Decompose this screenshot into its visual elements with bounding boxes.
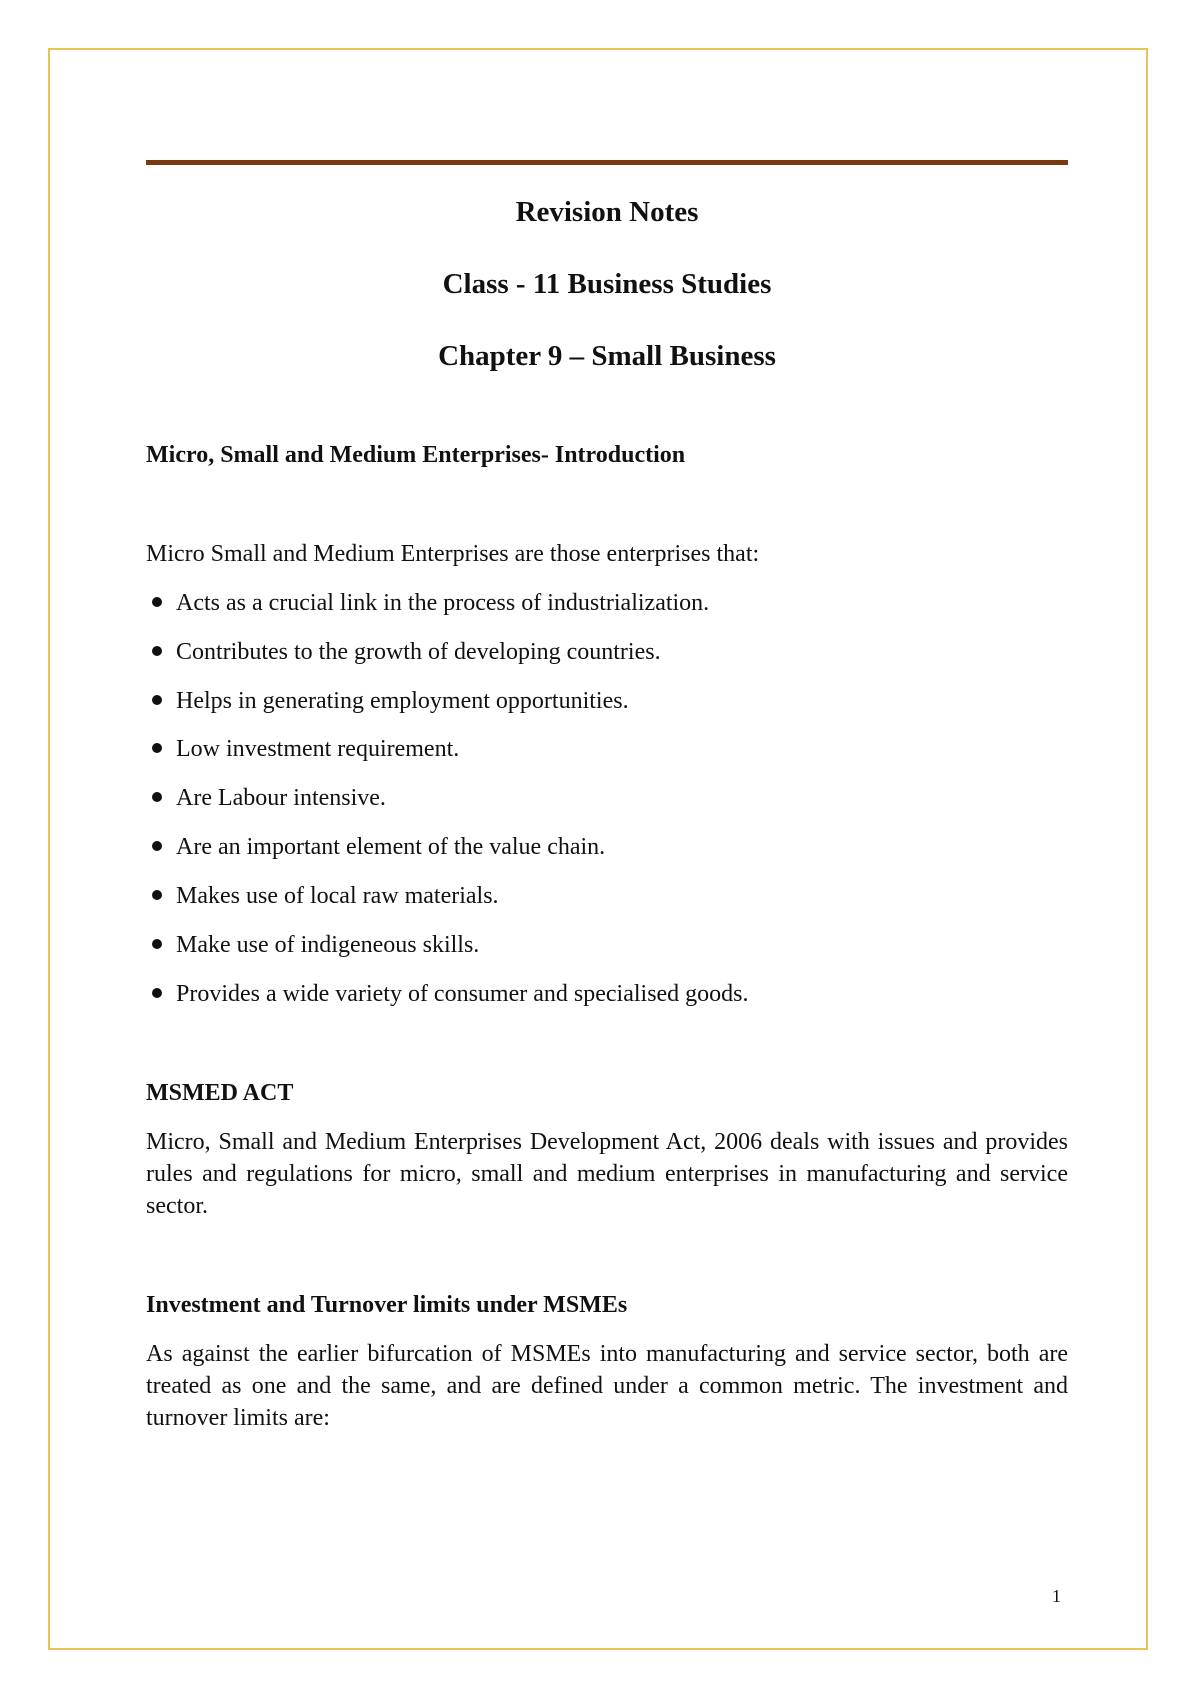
chapter-title: Chapter 9 – Small Business: [438, 340, 776, 372]
list-item: Acts as a crucial link in the process of industrialization.: [146, 590, 709, 617]
document-title: Revision Notes: [515, 196, 699, 228]
page-number: 1: [1052, 1586, 1061, 1606]
list-item: Helps in generating employment opportunities.: [146, 688, 629, 715]
bullet-icon: [152, 988, 162, 998]
msmed-heading: MSMED ACT: [146, 1080, 294, 1106]
limits-paragraph: As against the earlier bifurcation of MSMEs into manufacturing and service sector, both are treated as one and the same, and are defined under a common metric. The investment and turnover limits are:: [146, 1341, 1068, 1431]
msmed-paragraph: Micro, Small and Medium Enterprises Development Act, 2006 deals with issues and provides rules and regulations for micro, small and medium enterprises in manufacturing and service sector.: [146, 1129, 1068, 1219]
list-item: Are Labour intensive.: [146, 785, 386, 812]
intro-heading: Micro, Small and Medium Enterprises- Introduction: [146, 442, 686, 468]
bullet-icon: [152, 939, 162, 949]
document-subtitle: Class - 11 Business Studies: [442, 268, 772, 300]
list-item: Low investment requirement.: [146, 736, 459, 763]
list-item: Makes use of local raw materials.: [146, 883, 499, 910]
bullet-icon: [152, 695, 162, 705]
list-item: Contributes to the growth of developing countries.: [146, 639, 661, 666]
bullet-icon: [152, 792, 162, 802]
list-item: Provides a wide variety of consumer and specialised goods.: [146, 981, 749, 1008]
list-item: Are an important element of the value chain.: [146, 834, 605, 861]
bullet-icon: [152, 890, 162, 900]
bullet-icon: [152, 743, 162, 753]
list-item: Make use of indigeneous skills.: [146, 932, 479, 959]
bullet-icon: [152, 597, 162, 607]
header-rule: [146, 160, 1068, 165]
bullet-icon: [152, 841, 162, 851]
intro-lead: Micro Small and Medium Enterprises are those enterprises that:: [146, 541, 760, 567]
bullet-icon: [152, 646, 162, 656]
limits-heading: Investment and Turnover limits under MSMEs: [146, 1292, 628, 1318]
